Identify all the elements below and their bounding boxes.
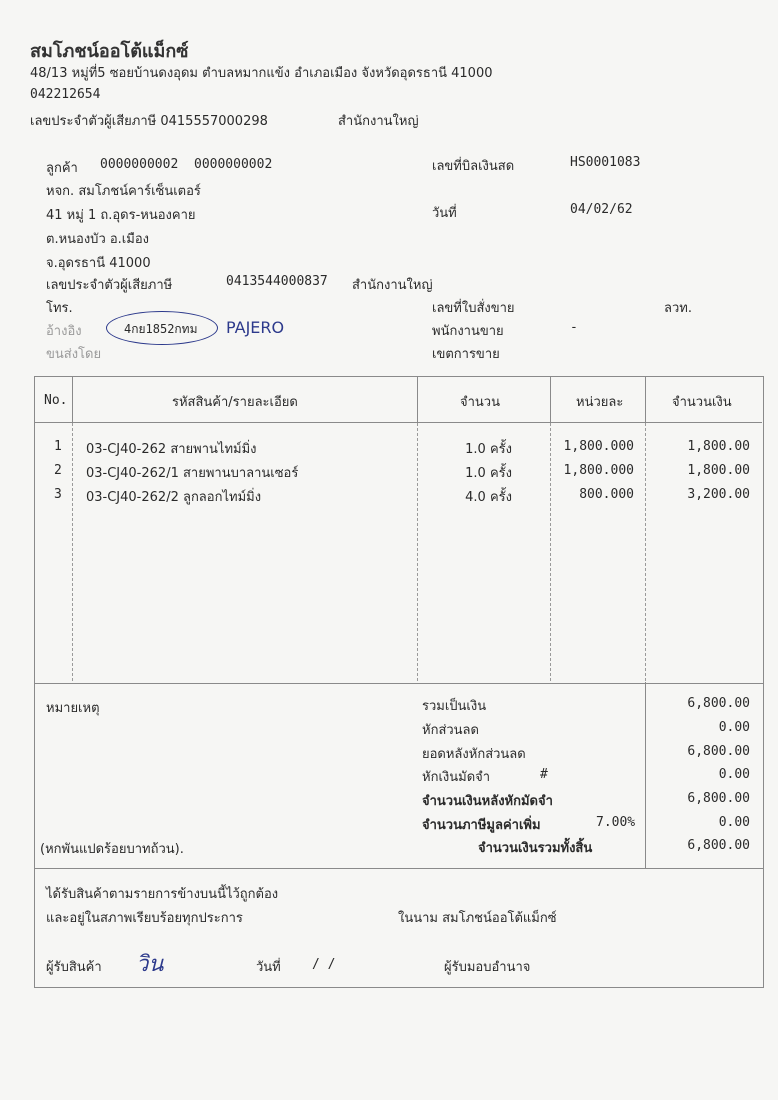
customer-code-1: 0000000002 — [100, 157, 179, 172]
deposit-mark: # — [540, 767, 548, 782]
after-discount-value: 6,800.00 — [687, 744, 750, 759]
customer-label: ลูกค้า — [46, 161, 78, 176]
customer-branch: สำนักงานใหญ่ — [352, 278, 433, 293]
company-address: 48/13 หมู่ที่5 ซอยบ้านดงอุดม ตำบลหมากแข้ง อำเภอเมือง จังหวัดอุดรธานี 41000 — [30, 66, 493, 81]
row-3-qty: 4.0 ครั้ง — [465, 490, 512, 505]
cash-bill-label: เลขที่บิลเงินสด — [432, 159, 515, 174]
col-divider-unit — [645, 377, 646, 422]
discount-value: 0.00 — [718, 720, 750, 735]
row-1-unit: 1,800.000 — [563, 439, 634, 454]
amount-in-words: (หกพันแปดร้อยบาทถ้วน). — [40, 842, 184, 857]
authorized-label: ผู้รับมอบอำนาจ — [444, 960, 531, 975]
customer-address-1: 41 หมู่ 1 ถ.อุดร-หนองคาย — [46, 208, 196, 223]
cash-bill-number: HS0001083 — [570, 155, 641, 170]
company-name: สมโภชน์ออโต้แม็กซ์ — [30, 41, 189, 62]
received-text-1: ได้รับสินค้าตามรายการข้างบนนี้ไว้ถูกต้อง — [46, 887, 279, 902]
header-quantity: จำนวน — [460, 395, 500, 410]
bill-date: 04/02/62 — [570, 202, 633, 217]
row-2-unit: 1,800.000 — [563, 463, 634, 478]
col-divider-qty — [550, 377, 551, 422]
col-divider-desc — [417, 377, 418, 422]
table-header-divider — [34, 422, 762, 423]
row-1-desc: 03-CJ40-262 สายพานไทม์มิ่ง — [86, 442, 257, 457]
row-2-qty: 1.0 ครั้ง — [465, 466, 512, 481]
sales-area-label: เขตการขาย — [432, 347, 500, 362]
vat-rate: 7.00% — [596, 815, 636, 830]
salesperson-value: - — [570, 320, 578, 335]
customer-tax-id: 0413544000837 — [226, 274, 328, 289]
sales-order-value: ลวท. — [664, 301, 692, 316]
col-divider-no-body — [72, 423, 73, 681]
bill-date-label: วันที่ — [432, 206, 457, 221]
grand-total-value: 6,800.00 — [687, 838, 750, 853]
row-3-desc: 03-CJ40-262/2 ลูกลอกไทม์มิ่ง — [86, 490, 262, 505]
row-2-amount: 1,800.00 — [687, 463, 750, 478]
customer-tax-label: เลขประจำตัวผู้เสียภาษี — [46, 278, 173, 293]
customer-ref-note: PAJERO — [226, 318, 285, 337]
receiver-label: ผู้รับสินค้า — [46, 960, 102, 975]
col-divider-no — [72, 377, 73, 422]
company-tax-id: เลขประจำตัวผู้เสียภาษี 0415557000298 — [30, 114, 268, 129]
row-1-no: 1 — [54, 439, 62, 454]
subtotal-label: รวมเป็นเงิน — [422, 699, 487, 714]
salesperson-label: พนักงานขาย — [432, 324, 504, 339]
customer-ship-label: ขนส่งโดย — [46, 347, 102, 362]
after-deposit-label: จำนวนเงินหลังหักมัดจำ — [422, 794, 553, 809]
company-phone: 042212654 — [30, 87, 101, 102]
receiver-signature: วิน — [136, 952, 164, 977]
header-description: รหัสสินค้า/รายละเอียด — [172, 395, 298, 410]
receive-date-slashes: / / — [312, 957, 336, 972]
remark-label: หมายเหตุ — [46, 701, 100, 716]
row-1-qty: 1.0 ครั้ง — [465, 442, 512, 457]
row-3-amount: 3,200.00 — [687, 487, 750, 502]
customer-ref-label: อ้างอิง — [46, 324, 82, 339]
customer-address-2: ต.หนองบัว อ.เมือง — [46, 232, 149, 247]
col-divider-desc-body — [417, 423, 418, 681]
grand-total-label: จำนวนเงินรวมทั้งสิ้น — [478, 841, 593, 856]
after-deposit-value: 6,800.00 — [687, 791, 750, 806]
col-divider-unit-body — [645, 423, 646, 681]
row-3-no: 3 — [54, 487, 62, 502]
received-text-2: และอยู่ในสภาพเรียบร้อยทุกประการ — [46, 911, 243, 926]
on-behalf-text: ในนาม สมโภชน์ออโต้แม็กซ์ — [398, 911, 557, 926]
row-2-desc: 03-CJ40-262/1 สายพานบาลานเซอร์ — [86, 466, 299, 481]
row-2-no: 2 — [54, 463, 62, 478]
customer-phone-label: โทร. — [46, 301, 73, 316]
customer-code-2: 0000000002 — [194, 157, 273, 172]
row-3-unit: 800.000 — [579, 487, 634, 502]
after-discount-label: ยอดหลังหักส่วนลด — [422, 747, 526, 762]
deposit-value: 0.00 — [718, 767, 750, 782]
discount-label: หักส่วนลด — [422, 723, 479, 738]
col-divider-qty-body — [550, 423, 551, 681]
header-unit-price: หน่วยละ — [576, 395, 624, 410]
header-no: No. — [44, 393, 68, 408]
sales-order-label: เลขที่ใบสั่งขาย — [432, 301, 515, 316]
subtotal-value: 6,800.00 — [687, 696, 750, 711]
company-branch: สำนักงานใหญ่ — [338, 114, 419, 129]
customer-ref-value: 4กย1852กทม — [124, 322, 198, 336]
receive-date-label: วันที่ — [256, 960, 281, 975]
customer-name: หจก. สมโภชน์คาร์เซ็นเตอร์ — [46, 184, 201, 199]
customer-address-3: จ.อุดรธานี 41000 — [46, 256, 151, 271]
row-1-amount: 1,800.00 — [687, 439, 750, 454]
deposit-label: หักเงินมัดจำ — [422, 770, 491, 785]
header-amount: จำนวนเงิน — [672, 395, 732, 410]
vat-label: จำนวนภาษีมูลค่าเพิ่ม — [422, 818, 541, 833]
vat-value: 0.00 — [718, 815, 750, 830]
summary-divider — [645, 682, 646, 868]
